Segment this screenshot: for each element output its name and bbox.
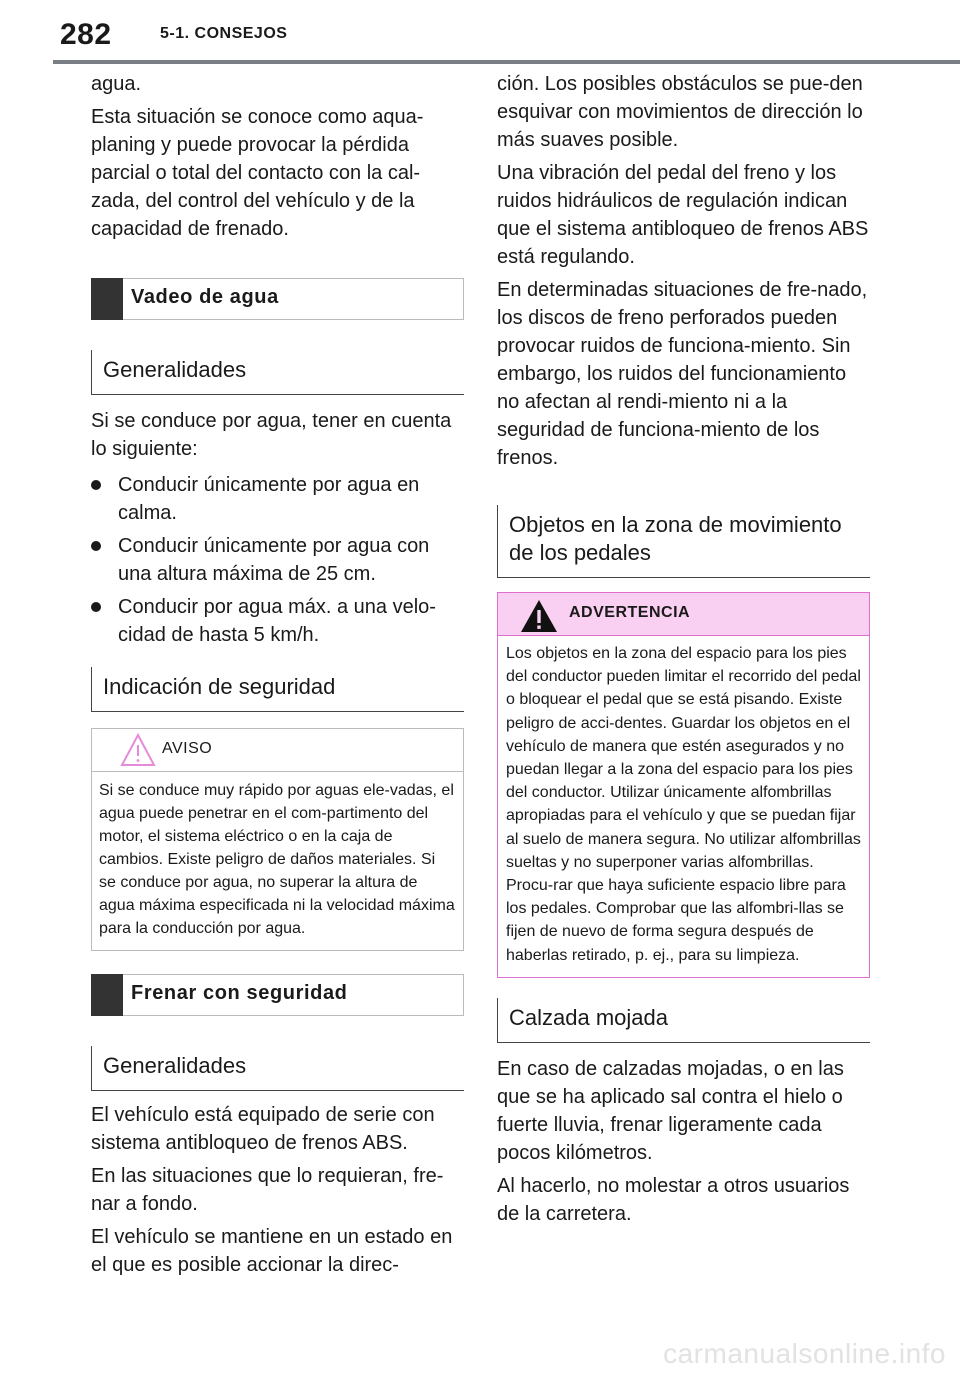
band-title: Frenar con seguridad — [131, 982, 348, 1004]
body-paragraph: En las situaciones que lo requieran, fre-nar a fondo. — [91, 1165, 444, 1215]
body-paragraph: Al hacerlo, no molestar a otros usuarios de la carretera. — [497, 1174, 850, 1225]
section-band-water-wading — [91, 278, 464, 320]
page-header — [0, 0, 960, 64]
bullet-icon — [91, 480, 101, 490]
subheading-general: Generalidades — [91, 1046, 464, 1091]
intro-paragraph: agua. — [91, 73, 142, 95]
subheading-pedal-objects: Objetos en la zona de movimiento de los pedales — [497, 505, 870, 578]
body-paragraph: El vehículo se mantiene en un estado en el que es posible accionar la direc- — [91, 1226, 453, 1276]
warning-box — [497, 592, 870, 978]
caution-triangle-icon — [120, 733, 156, 767]
intro-paragraph: Esta situación se conoce como aqua-planing y puede provocar la pérdida parcial o total del contacto con la cal-zada, del control del vehículo y de la capacidad de frenado. — [91, 106, 424, 240]
notice-title: AVISO — [162, 740, 213, 757]
right-column — [497, 70, 870, 1233]
header-rule — [53, 60, 960, 64]
body-paragraph: Si se conduce por agua, tener en cuenta lo siguiente: — [91, 410, 452, 460]
section-title: 5-1. CONSEJOS — [160, 25, 288, 42]
body-paragraph: El vehículo está equipado de serie con sistema antibloqueo de frenos ABS. — [91, 1104, 435, 1154]
watermark: carmanualsonline.info — [663, 1338, 946, 1369]
body-paragraph: ción. Los posibles obstáculos se pue-den esquivar con movimientos de dirección lo más suaves posible. — [497, 73, 863, 151]
warning-text: Los objetos en la zona del espacio para los pies del conductor pueden limitar el recorrido del pedal o bloquear el pedal que se está pisando. Existe peligro de acci-dentes. Guardar los objetos en el vehículo de manera que estén asegurados y no puedan llegar a la zona del espacio para los pies del conductor. Utilizar únicamente alfombrillas apropiadas para el vehículo y que se puedan fijar al suelo de manera segura. No utilizar alfombrillas sueltas y no superponer varias alfombrillas. Procu-rar que haya suficiente espacio libre para los pedales. Comprobar que las alfombri-llas se fijen de nuevo de forma segura después de haberlas retirado, p. ej., para su limpieza. — [506, 645, 861, 964]
notice-box — [91, 728, 464, 951]
band-marker — [91, 278, 123, 320]
body-paragraph: Una vibración del pedal del freno y los ruidos hidráulicos de regulación indican que el sistema antibloqueo de frenos ABS está regulando. — [497, 162, 869, 268]
subheading-general: Generalidades — [91, 350, 464, 395]
list-item: Conducir por agua máx. a una velo-cidad de hasta 5 km/h. — [91, 593, 464, 649]
page-number: 282 — [60, 18, 112, 51]
list-item: Conducir únicamente por agua con una altura máxima de 25 cm. — [91, 532, 464, 588]
band-title: Vadeo de agua — [131, 286, 279, 308]
bullet-list — [91, 471, 464, 649]
left-column — [91, 70, 464, 1284]
band-marker — [91, 974, 123, 1016]
warning-triangle-icon — [520, 599, 558, 633]
body-paragraph: En caso de calzadas mojadas, o en las que se ha aplicado sal contra el hielo o fuerte lluvia, frenar ligeramente cada pocos kilómetros. — [497, 1057, 844, 1164]
warning-header — [498, 593, 869, 636]
notice-text: Si se conduce muy rápido por aguas ele-vadas, el agua puede penetrar en el com-partimento del motor, el sistema eléctrico o en la caja de cambios. Existe peligro de daños materiales. Si se conduce por agua, no superar la altura de agua máxima especificada ni la velocidad máxima para la conducción por agua. — [99, 782, 455, 937]
section-band-braking — [91, 974, 464, 1016]
notice-header — [92, 729, 463, 772]
list-item: Conducir únicamente por agua en calma. — [91, 471, 464, 527]
bullet-icon — [91, 541, 101, 551]
subheading-wet-road: Calzada mojada — [497, 998, 870, 1043]
warning-title: ADVERTENCIA — [569, 604, 691, 621]
bullet-icon — [91, 602, 101, 612]
body-paragraph: En determinadas situaciones de fre-nado, los discos de freno perforados pueden provocar ruidos de funciona-miento. Sin embargo, los ruidos del funcionamiento no afectan al rendi-miento ni a la seguridad de funciona-miento de los frenos. — [497, 279, 868, 469]
subheading-safety: Indicación de seguridad — [91, 667, 464, 712]
